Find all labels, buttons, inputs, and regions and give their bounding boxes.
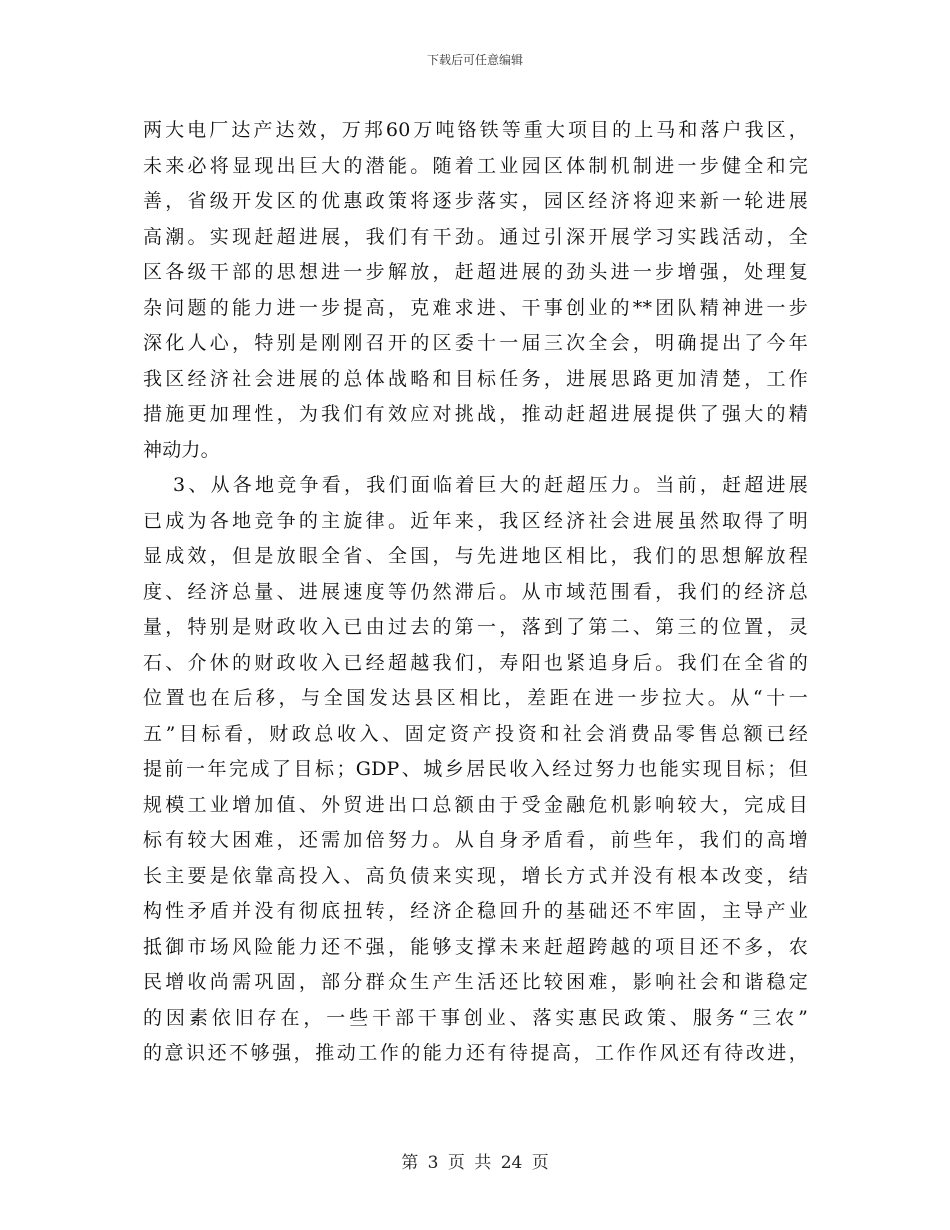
text-line: 两大电厂达产达效，万邦60万吨铬铁等重大项目的上马和落户我区，: [143, 119, 808, 141]
paragraph-2: [143, 468, 808, 1072]
text-line: 措施更加理性，为我们有效应对挑战，推动赶超进展提供了强大的精: [143, 403, 808, 425]
text-line: 区各级干部的思想进一步解放，赶超进展的劲头进一步增强，处理复: [143, 261, 808, 283]
text-line: 抵御市场风险能力还不强，能够支撑未来赶超跨越的项目还不多，农: [143, 935, 808, 958]
text-line: 长主要是依靠高投入、高负债来实现，增长方式并没有根本改变，结: [143, 864, 808, 887]
text-line: 石、介休的财政收入已经超越我们，寿阳也紧追身后。我们在全省的: [143, 651, 808, 674]
text-line: 杂问题的能力进一步提高，克难求进、干事创业的**团队精神进一步: [143, 296, 808, 319]
text-line: 量，特别是财政收入已由过去的第一，落到了第二、第三的位置，灵: [143, 616, 808, 638]
page-number-footer: 第 3 页 共 24 页: [401, 1153, 549, 1173]
text-line: 已成为各地竞争的主旋律。近年来，我区经济社会进展虽然取得了明: [143, 509, 808, 532]
text-line: 3、从各地竞争看，我们面临着巨大的赶超压力。当前，赶超进展: [173, 474, 808, 496]
text-line: 的意识还不够强，推动工作的能力还有待提高，工作作风还有待改进，: [143, 1042, 808, 1064]
paragraph-1: [143, 113, 808, 468]
page-header: 下载后可任意编辑: [426, 53, 523, 67]
text-line: 标有较大困难，还需加倍努力。从自身矛盾看，前些年，我们的高增: [143, 829, 808, 851]
text-line: 的因素依旧存在，一些干部干事创业、落实惠民政策、服务“三农”: [143, 1006, 808, 1029]
text-line: 五”目标看，财政总收入、固定资产投资和社会消费品零售总额已经: [143, 722, 808, 745]
text-line: 提前一年完成了目标；GDP、城乡居民收入经过努力也能实现目标；但: [143, 758, 808, 780]
text-line: 善，省级开发区的优惠政策将逐步落实，园区经济将迎来新一轮进展: [143, 190, 808, 212]
text-line: 显成效，但是放眼全省、全国，与先进地区相比，我们的思想解放程: [143, 545, 808, 567]
text-line: 神动力。: [143, 438, 220, 461]
text-line: 规模工业增加值、外贸进出口总额由于受金融危机影响较大，完成目: [143, 793, 808, 816]
text-line: 我区经济社会进展的总体战略和目标任务，进展思路更加清楚，工作: [143, 367, 808, 390]
text-line: 未来必将显现出巨大的潜能。随着工业园区体制机制进一步健全和完: [143, 154, 808, 177]
text-line: 位置也在后移，与全国发达县区相比，差距在进一步拉大。从“十一: [143, 687, 808, 709]
document-body: [143, 113, 808, 1072]
text-line: 深化人心，特别是刚刚召开的区委十一届三次全会，明确提出了今年: [143, 332, 808, 354]
text-line: 构性矛盾并没有彻底扭转，经济企稳回升的基础还不牢固，主导产业: [143, 900, 808, 922]
text-line: 度、经济总量、进展速度等仍然滞后。从市域范围看，我们的经济总: [143, 580, 808, 603]
text-line: 民增收尚需巩固，部分群众生产生活还比较困难，影响社会和谐稳定: [143, 971, 808, 993]
text-line: 高潮。实现赶超进展，我们有干劲。通过引深开展学习实践活动，全: [143, 225, 808, 248]
